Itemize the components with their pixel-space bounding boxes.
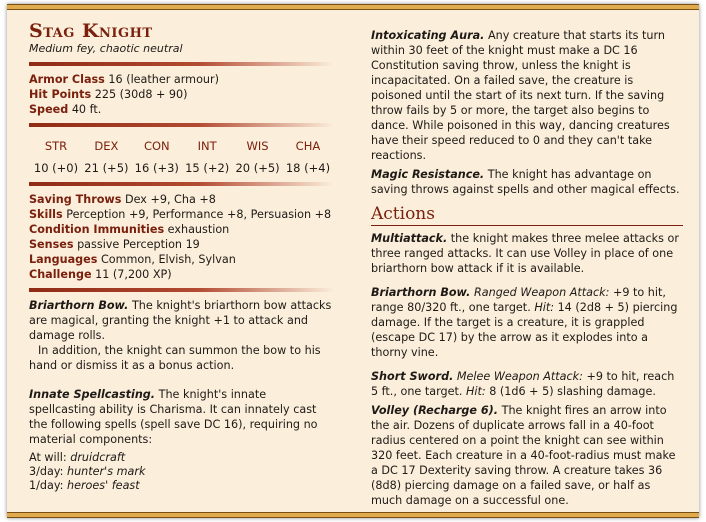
divider bbox=[29, 62, 335, 66]
senses-value: passive Perception 19 bbox=[77, 238, 200, 251]
feature-description: The knight has advantage on saving throws against spells and other magical effects. bbox=[371, 168, 680, 196]
armor-class bbox=[29, 72, 335, 87]
ability-score: 10 (+0) bbox=[33, 161, 79, 175]
ability-score: 18 (+4) bbox=[285, 161, 331, 175]
ability-scores bbox=[29, 139, 335, 176]
spell-row bbox=[29, 465, 335, 479]
condition-immunities-label: Condition Immunities bbox=[29, 223, 165, 236]
hit-label: Hit: bbox=[534, 301, 554, 314]
damage-text: 8 (1d6 + 5) slashing damage. bbox=[489, 385, 656, 398]
feature-text bbox=[29, 387, 335, 447]
feature-intoxicating-aura bbox=[371, 28, 683, 163]
saving-throws-value: Dex +9, Cha +8 bbox=[124, 193, 216, 206]
left-column bbox=[29, 20, 335, 493]
ability-score: 15 (+2) bbox=[185, 161, 230, 175]
speed-value: 40 ft. bbox=[71, 103, 102, 116]
armor-class-label: Armor Class bbox=[29, 73, 105, 86]
bottom-border bbox=[7, 512, 699, 518]
hit-label: Hit: bbox=[465, 385, 486, 398]
hit-points-value: 225 (30d8 + 90) bbox=[94, 88, 188, 101]
attack-type: Melee Weapon Attack: bbox=[456, 370, 583, 383]
actions-heading: Actions bbox=[371, 203, 683, 226]
spell-list bbox=[29, 451, 335, 493]
feature-name: Magic Resistance. bbox=[371, 168, 485, 181]
action-description: The knight fires an arrow into the air. Dozens of duplicate arrows fall in a 40-foot radius centered on a point the knight can see within 320 feet. Each creature in a 40-foot-radius must make a DC 17 Dexterity saving throw. A creature takes 36 (8d8) piercing damage on a failed save, or half as much damage on a successful one. bbox=[371, 404, 676, 507]
skills bbox=[29, 207, 335, 222]
feature-name: Innate Spellcasting. bbox=[29, 388, 156, 401]
ability-score: 21 (+5) bbox=[84, 161, 129, 175]
spell-frequency: 3/day: bbox=[29, 465, 64, 478]
attack-bonus: +9 to hit, range 80/320 ft., one target. bbox=[371, 286, 666, 314]
challenge-value: 11 (7,200 XP) bbox=[95, 268, 172, 281]
top-border bbox=[7, 4, 699, 10]
ability-score: 16 (+3) bbox=[134, 161, 179, 175]
speed bbox=[29, 102, 335, 117]
hit-points bbox=[29, 87, 335, 102]
action-name: Volley (Recharge 6). bbox=[371, 404, 499, 417]
ability-name: DEX bbox=[94, 139, 119, 153]
action-name: Short Sword. bbox=[371, 370, 454, 383]
ability-int bbox=[182, 139, 232, 176]
spell-row bbox=[29, 451, 335, 465]
senses-label: Senses bbox=[29, 238, 74, 251]
action-volley bbox=[371, 403, 683, 508]
feature-text bbox=[29, 298, 335, 343]
action-description: the knight makes three melee attacks or three ranged attacks. It can use Volley in place of one briarthorn bow attack if it is available. bbox=[371, 232, 679, 275]
feature-briarthorn-bow bbox=[29, 298, 335, 373]
ability-name: INT bbox=[197, 139, 217, 153]
hit-points-label: Hit Points bbox=[29, 88, 92, 101]
condition-immunities-value: exhaustion bbox=[167, 223, 230, 236]
ability-score: 20 (+5) bbox=[235, 161, 280, 175]
ability-name: WIS bbox=[246, 139, 269, 153]
challenge bbox=[29, 267, 335, 282]
action-name: Briarthorn Bow. bbox=[371, 286, 471, 299]
divider bbox=[29, 123, 335, 127]
damage-text: 14 (2d8 + 5) piercing damage. If the target is a creature, it is grappled (escape DC 17) by the arrow as it explodes into a thorny vine. bbox=[371, 301, 678, 359]
feature-name: Intoxicating Aura. bbox=[371, 29, 485, 42]
spell-frequency: At will: bbox=[29, 451, 67, 464]
ability-con bbox=[132, 139, 182, 176]
spell-names: heroes' feast bbox=[66, 479, 140, 492]
attack-bonus: +9 to hit, reach 5 ft., one target. bbox=[371, 370, 675, 398]
divider bbox=[29, 288, 335, 292]
right-column bbox=[371, 26, 683, 512]
action-name: Multiattack. bbox=[371, 232, 448, 245]
ability-name: CON bbox=[143, 139, 170, 153]
saving-throws-label: Saving Throws bbox=[29, 193, 122, 206]
condition-immunities bbox=[29, 222, 335, 237]
skills-value: Perception +9, Performance +8, Persuasion +8 bbox=[66, 208, 332, 221]
saving-throws bbox=[29, 192, 335, 207]
feature-name: Briarthorn Bow. bbox=[29, 299, 129, 312]
spell-frequency: 1/day: bbox=[29, 479, 64, 492]
languages-label: Languages bbox=[29, 253, 98, 266]
spell-row bbox=[29, 479, 335, 493]
action-short-sword bbox=[371, 369, 683, 399]
feature-description: Any creature that starts its turn within 30 feet of the knight must make a DC 16 Constitution saving throw, unless the knight is incapacitated. On a failed save, the creature is poisoned until the start of its next turn. If the saving throw fails by 5 or more, the target also begins to dance. While poisoned in this way, dancing creatures have their speed reduced to 0 and they can't take reactions. bbox=[371, 29, 670, 162]
armor-class-value: 16 (leather armour) bbox=[108, 73, 219, 86]
ability-name: CHA bbox=[295, 139, 321, 153]
ability-dex bbox=[81, 139, 131, 176]
ability-str bbox=[31, 139, 81, 176]
spell-names: hunter's mark bbox=[66, 465, 146, 478]
divider bbox=[29, 182, 335, 186]
languages bbox=[29, 252, 335, 267]
ability-name: STR bbox=[44, 139, 68, 153]
action-multiattack bbox=[371, 231, 683, 276]
attack-type: Ranged Weapon Attack: bbox=[473, 286, 610, 299]
speed-label: Speed bbox=[29, 103, 69, 116]
creature-name: Stag Knight bbox=[29, 20, 153, 42]
creature-subtitle: Medium fey, chaotic neutral bbox=[29, 42, 183, 55]
feature-innate-spellcasting bbox=[29, 387, 335, 493]
ability-wis bbox=[233, 139, 283, 176]
languages-value: Common, Elvish, Sylvan bbox=[100, 253, 236, 266]
action-briarthorn-bow bbox=[371, 285, 683, 360]
ability-cha bbox=[283, 139, 333, 176]
skills-label: Skills bbox=[29, 208, 63, 221]
senses bbox=[29, 237, 335, 252]
challenge-label: Challenge bbox=[29, 268, 92, 281]
feature-description-2: In addition, the knight can summon the bow to his hand or dismiss it as a bonus action. bbox=[29, 344, 321, 372]
spell-names: druidcraft bbox=[70, 451, 126, 464]
feature-magic-resistance bbox=[371, 167, 683, 197]
feature-description: The knight's briarthorn bow attacks are magical, granting the knight +1 to attack and damage rolls. bbox=[29, 299, 332, 342]
stat-block bbox=[7, 4, 699, 518]
feature-description: The knight's innate spellcasting ability is Charisma. It can innately cast the following spells (spell save DC 16), requiring no material components: bbox=[29, 388, 318, 446]
